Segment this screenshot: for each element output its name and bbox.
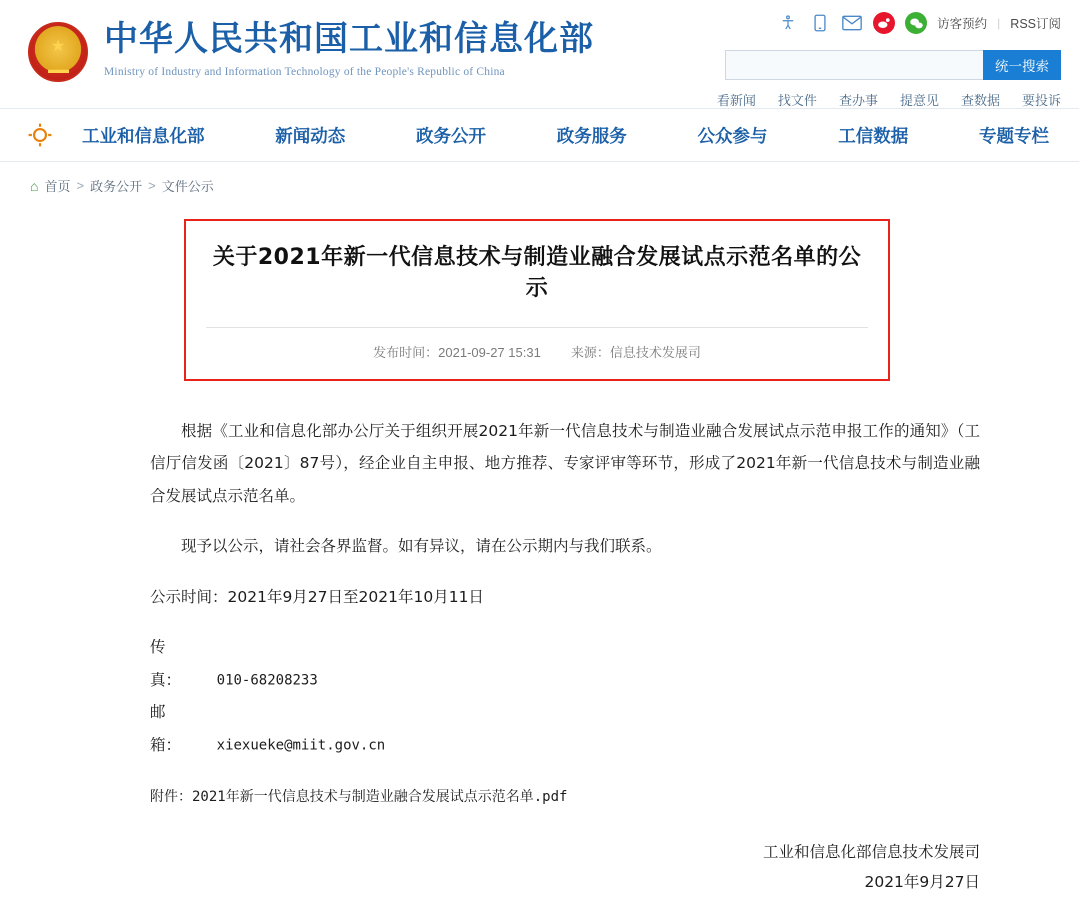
- breadcrumb-home[interactable]: 首页: [44, 179, 71, 194]
- fax-value: 010-68208233: [216, 672, 318, 689]
- breadcrumb-separator-1: >: [76, 178, 85, 193]
- quick-link-services[interactable]: 查办事: [838, 93, 878, 108]
- nav-item-ministry[interactable]: 工业和信息化部: [82, 126, 205, 147]
- signature-org: 工业和信息化部信息技术发展司: [762, 843, 980, 862]
- paragraph-basis: 根据《工业和信息化部办公厅关于组织开展2021年新一代信息技术与制造业融合发展试点示范申报工作的通知》（工信厅信发函〔2021〕87号），经企业自主申报、地方推荐、专家评审等环节，形成了2021年新一代信息技术与制造业融合发展试点示范名单。: [150, 421, 980, 505]
- site-title-en: Ministry of Industry and Information Technology of the People's Republic of China: [104, 66, 505, 79]
- notice-period: 公示时间：2021年9月27日至2021年10月11日: [150, 587, 484, 606]
- nav-item-government-services[interactable]: 政务服务: [556, 126, 627, 147]
- title-highlight-box: [184, 219, 890, 381]
- article-signature: [150, 838, 980, 897]
- utility-separator: |: [997, 16, 1001, 30]
- main-navigation: [0, 108, 1079, 162]
- site-title-block: [104, 16, 594, 78]
- breadcrumb: [0, 162, 1079, 195]
- rss-link[interactable]: RSS订阅: [1010, 17, 1061, 31]
- search-input[interactable]: [725, 50, 983, 80]
- nav-item-industry-data[interactable]: 工信数据: [838, 126, 909, 147]
- email-label: 邮 箱：: [150, 703, 197, 754]
- article-meta: [206, 328, 868, 365]
- article-body: [150, 415, 980, 812]
- attachment-label[interactable]: 附件：2021年新一代信息技术与制造业融合发展试点示范名单.pdf: [150, 788, 568, 805]
- gear-icon: [26, 121, 54, 149]
- quick-links: [717, 90, 1061, 109]
- fax-line: [150, 631, 980, 696]
- quick-link-documents[interactable]: 找文件: [777, 93, 817, 108]
- quick-link-complaint[interactable]: 要投诉: [1021, 93, 1061, 108]
- publish-time: 发布时间：2021-09-27 15:31: [373, 344, 541, 360]
- national-emblem-icon: ★ ▬▬: [28, 22, 88, 82]
- attachment-line[interactable]: [150, 780, 980, 813]
- nav-item-public-participation[interactable]: 公众参与: [697, 126, 768, 147]
- article-source: 来源：信息技术发展司: [570, 344, 701, 360]
- paragraph-notice: 现予以公示，请社会各界监督。如有异议，请在公示期内与我们联系。: [181, 537, 662, 556]
- quick-link-feedback[interactable]: 提意见: [899, 93, 939, 108]
- site-title-cn: 中华人民共和国工业和信息化部: [104, 19, 594, 59]
- breadcrumb-item-file-notice[interactable]: 文件公示: [161, 179, 214, 194]
- quick-link-news[interactable]: 看新闻: [716, 93, 756, 108]
- signature-date: 2021年9月27日: [864, 872, 980, 891]
- email-line: [150, 696, 980, 761]
- nav-item-news[interactable]: 新闻动态: [275, 126, 346, 147]
- article: [0, 195, 1079, 897]
- breadcrumb-item-disclosure[interactable]: 政务公开: [90, 179, 143, 194]
- breadcrumb-separator-2: >: [148, 178, 156, 193]
- home-icon: ⌂: [30, 177, 39, 194]
- quick-link-data[interactable]: 查数据: [960, 93, 1000, 108]
- search-button[interactable]: 统一搜索: [983, 50, 1061, 80]
- search-bar: [725, 50, 1061, 80]
- email-value: xiexueke@miit.gov.cn: [216, 737, 386, 754]
- fax-label: 传 真：: [150, 638, 197, 689]
- page-title: 关于2021年新一代信息技术与制造业融合发展试点示范名单的公示: [212, 245, 862, 301]
- nav-item-government-disclosure[interactable]: 政务公开: [416, 126, 486, 147]
- nav-item-special-columns[interactable]: 专题专栏: [979, 126, 1049, 147]
- visitor-booking-link[interactable]: 访客预约: [937, 17, 988, 31]
